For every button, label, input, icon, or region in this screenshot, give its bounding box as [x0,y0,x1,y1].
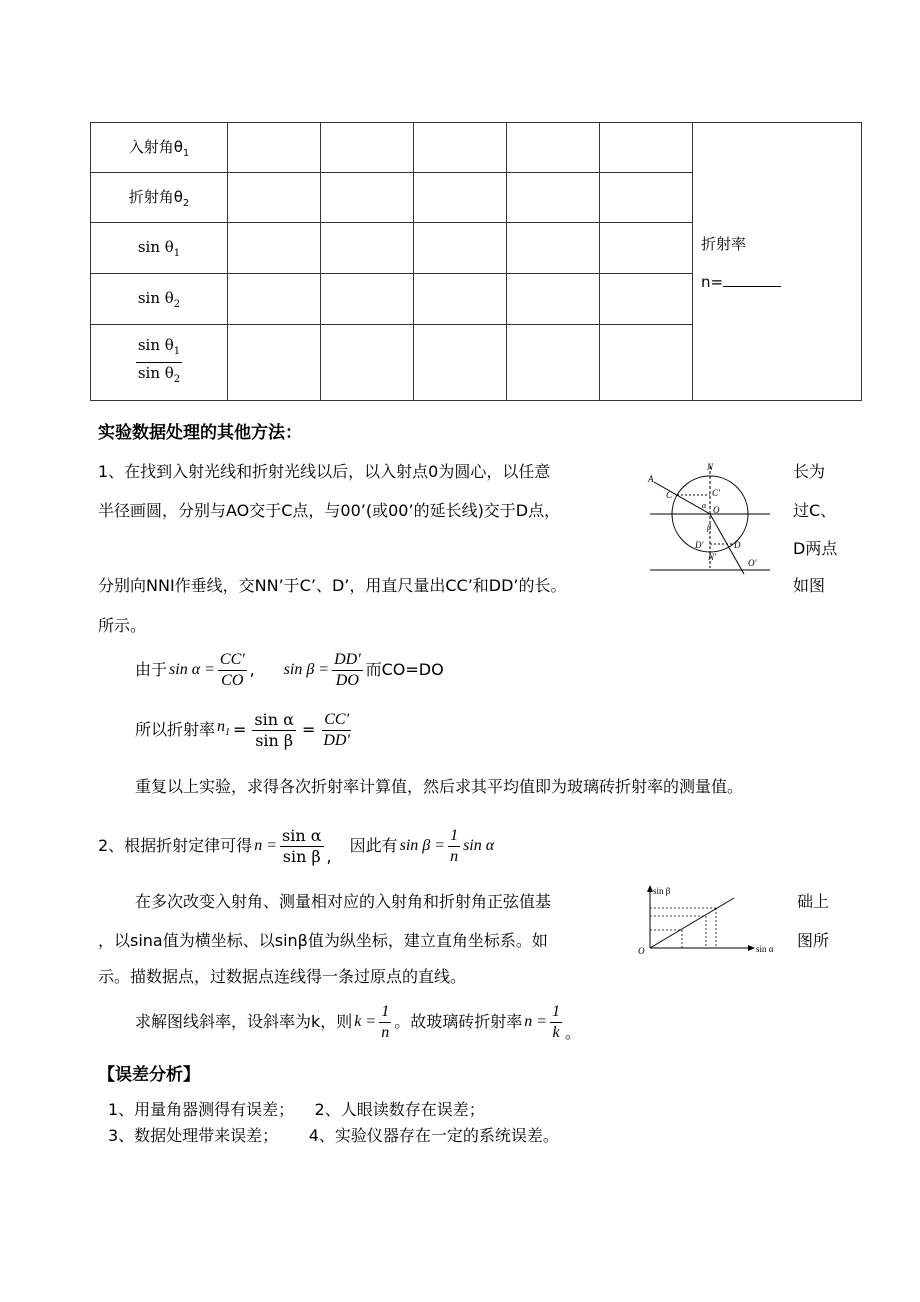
method1-line1-right: 长为 [793,462,826,481]
method2-para-line3: 示。描数据点，过数据点连线得一条过原点的直线。 [98,967,467,986]
label-o-prime: O' [748,558,757,568]
table-cell[interactable] [228,223,321,274]
table-cell[interactable] [321,274,414,325]
slope-formula-line: 求解图线斜率，设斜率为k，则 k = $\frac{1}{n}$ 。故玻璃砖折射率 n = $\frac{1}{k}$ 。 [135,1002,582,1042]
table-cell[interactable] [600,223,693,274]
row-label-refraction: 折射角$\theta_2$ [91,173,228,223]
table-cell[interactable] [600,173,693,223]
table-cell[interactable] [507,223,600,274]
label-beta: β [707,523,711,532]
method1-line2-right: 过C、 [793,501,837,520]
label-a: A [648,474,654,484]
table-cell[interactable] [507,325,600,401]
x-axis-arrow [748,945,755,951]
table-cell[interactable] [414,123,507,173]
table-cell[interactable] [321,325,414,401]
error-analysis-heading: 【误差分析】 [98,1065,200,1085]
method1-line2: 半径画圆，分别与AO交于C点，与00’(或00’的延长线)交于D点， [98,501,561,520]
table-cell[interactable] [228,325,321,401]
method1-line4-right: 如图 [793,576,826,595]
table-cell[interactable] [600,274,693,325]
table-cell[interactable] [600,325,693,401]
refractive-index-cell [693,123,862,401]
table-cell[interactable] [321,173,414,223]
error-line1: 1、用量角器测得有误差； 2、人眼读数存在误差； [108,1100,485,1119]
row-label-sin-ratio [91,325,228,401]
method1-line5: 所示。 [98,616,147,635]
circle-construction-diagram [640,458,770,576]
row-label-sin-theta1: $\sin \theta_1$ [91,223,228,274]
method1-repeat: 重复以上实验，求得各次折射率计算值，然后求其平均值即为玻璃砖折射率的测量值。 [135,777,744,796]
fit-line [650,898,734,948]
method1-line3-right: D两点 [793,539,838,558]
label-n-prime: N' [708,552,716,562]
label-c: C [666,490,673,500]
method2-para-line1-right: 础上 [797,892,830,911]
label-alpha: α [702,501,707,510]
data-table [90,122,862,401]
table-cell[interactable] [228,274,321,325]
section-heading-other-methods: 实验数据处理的其他方法： [98,423,302,443]
table-cell[interactable] [414,325,507,401]
table-cell[interactable] [321,223,414,274]
formula-sin-definitions: 由于 sin α = $\frac{CC'}{CO}$ , sin β = $\frac{DD'}{DO}$ 而CO=DO [135,650,444,689]
formula-refractive-index: 所以折射率 $n_1$ = $\frac{\text{sin α}}{\text{sin β}}$ = $\frac{CC'}{DD'}$ [135,709,350,750]
method1-line4: 分别向NNI作垂线，交NN’于C’、D’，用直尺量出CC’和DD’的长。 [98,576,567,595]
table-cell[interactable] [228,123,321,173]
side-formula: n= [701,272,861,291]
error-line2: 3、数据处理带来误差； 4、实验仪器存在一定的系统误差。 [108,1126,559,1145]
label-d: D [734,540,741,550]
method1-line1: 1、在找到入射光线和折射光线以后，以入射点0为圆心，以任意 [98,462,551,481]
method2-para-line2-right: 图所 [797,931,830,950]
table-cell[interactable] [507,173,600,223]
x-axis-label: sin α [756,944,774,954]
table-cell[interactable] [414,223,507,274]
sin-ratio-fraction: $\frac{\sin \theta_1}{\sin \theta_2}$ [137,336,181,385]
label-n: N [707,462,714,472]
side-label: 折射率 [701,234,747,253]
origin-label: O [638,946,645,956]
label-o: O [713,505,720,515]
method2-para-line2: ，以sina值为横坐标、以sinβ值为纵坐标，建立直角坐标系。如 [98,931,548,950]
table-cell[interactable] [321,123,414,173]
method2-formula-line: 2、根据折射定律可得 n = $\frac{\text{sin α}}{\text{sin β}}$ , 因此有 sin β = $\frac{1}{n}$ sin α [98,825,495,866]
table-cell[interactable] [228,173,321,223]
row-label-incidence: 入射角$\theta_1$ [91,123,228,173]
table-cell[interactable] [507,274,600,325]
method2-para-line1: 在多次改变入射角、测量相对应的入射角和折射角正弦值基 [135,892,552,911]
table-cell[interactable] [507,123,600,173]
row-label-sin-theta2: $\sin \theta_2$ [91,274,228,325]
y-axis-label: sin β [653,886,671,896]
table-cell[interactable] [414,173,507,223]
label-c-prime: C' [712,488,720,498]
table-cell[interactable] [600,123,693,173]
sin-graph-diagram [636,884,786,956]
table-cell[interactable] [414,274,507,325]
label-d-prime: D' [695,540,704,550]
answer-blank[interactable] [723,272,781,287]
